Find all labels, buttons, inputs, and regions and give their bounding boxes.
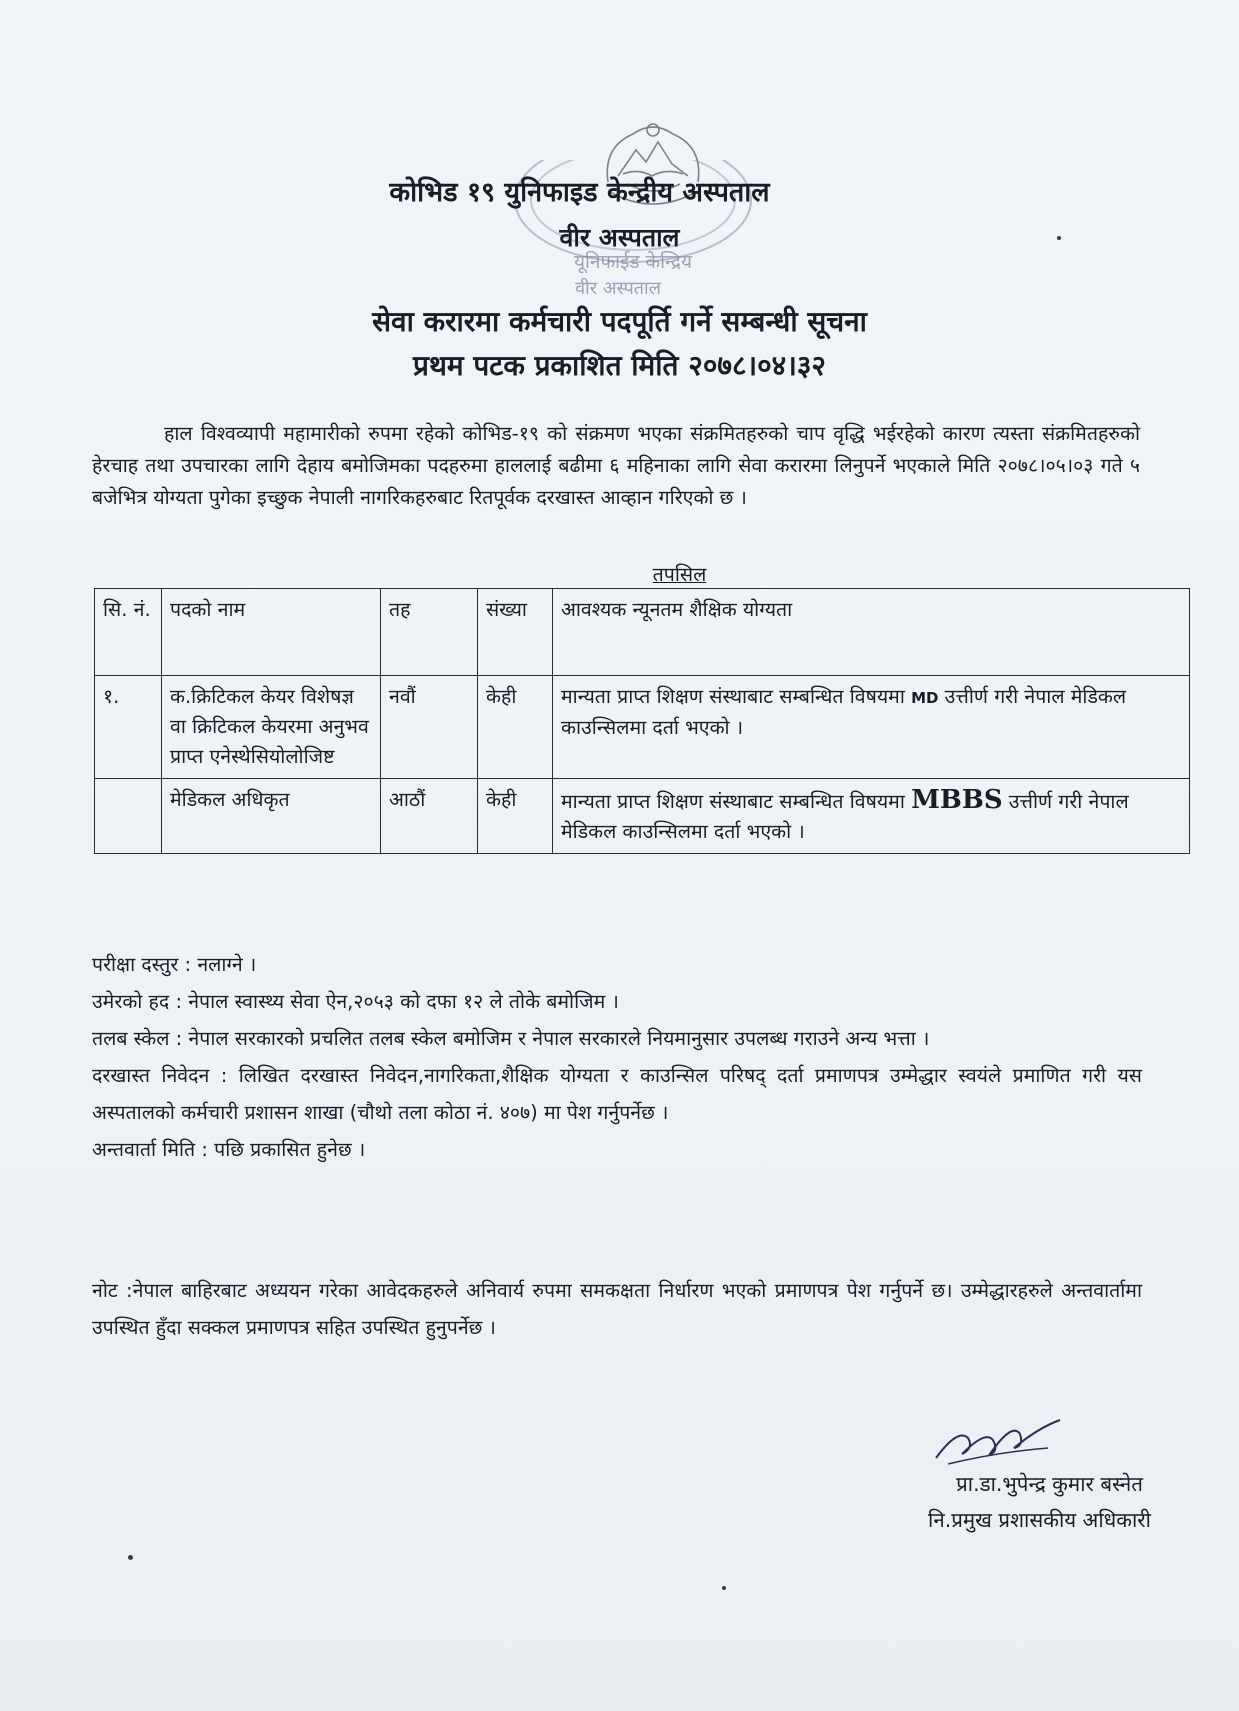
note-paragraph: नोट :नेपाल बाहिरबाट अध्ययन गरेका आवेदकहरुले अनिवार्य रुपमा समकक्षता निर्धारण भएको प्रमाणपत्र पेश गर्नुपर्ने छ। उम्मेद्धारहरुले अन्तवार्तामा उपस्थित हुँदा सक्कल प्रमाणपत्र सहित उपस्थित हुनुपर्नेछ । [92, 1279, 1142, 1339]
col-serial: सि. नं. [95, 589, 162, 676]
speck [722, 1586, 726, 1590]
exam-fee: परीक्षा दस्तुर : नलाग्ने । [92, 953, 257, 976]
cell-serial: १. [95, 676, 162, 779]
positions-table [94, 588, 1190, 854]
hospital-name: कोभिड १९ युनिफाइड केन्द्रीय अस्पताल [389, 177, 770, 208]
cell-serial [95, 779, 162, 854]
speck [128, 1555, 133, 1560]
interview-date: अन्तवार्ता मिति : पछि प्रकासित हुनेछ । [92, 1138, 366, 1161]
details-heading: तपसिल [652, 563, 707, 586]
publish-date: प्रथम पटक प्रकाशित मिति २०७८।०४।३२ [413, 349, 826, 382]
table-row [95, 676, 1190, 779]
svg-text:वीर अस्पताल: वीर अस्पताल [575, 278, 661, 299]
signatory-name: प्रा.डा.भुपेन्द्र कुमार बस्नेत [956, 1472, 1143, 1496]
handwritten-signature-icon [928, 1408, 1068, 1472]
notice-title: सेवा करारमा कर्मचारी पदपूर्ति गर्ने सम्बन्धी सूचना [372, 305, 867, 338]
age-limit: उमेरको हद : नेपाल स्वास्थ्य सेवा ऐन,२०५३ को दफा १२ ले तोके बमोजिम । [92, 990, 619, 1013]
cell-qualification: मान्यता प्राप्त शिक्षण संस्थाबाट सम्बन्धित विषयमा MD उत्तीर्ण गरी नेपाल मेडिकल काउन्सिलमा दर्ता भएको । [553, 676, 1190, 779]
application-submission: दरखास्त निवेदन : लिखित दरखास्त निवेदन,नागरिकता,शैक्षिक योग्यता र काउन्सिल परिषद् दर्ता प्रमाणपत्र उम्मेद्धार स्वयंले प्रमाणित गरी यस अस्पतालको कर्मचारी प्रशासन शाखा (चौथो तला कोठा नं. ४०७) मा पेश गर्नुपर्नेछ । [92, 1064, 1142, 1124]
table-row [95, 779, 1190, 854]
cell-post-name: मेडिकल अधिकृत [162, 779, 381, 854]
speck [1057, 236, 1061, 240]
table-header-row [95, 589, 1190, 676]
cell-count: केही [478, 779, 553, 854]
col-qualification: आवश्यक न्यूनतम शैक्षिक योग्यता [553, 589, 1190, 676]
cell-qualification: मान्यता प्राप्त शिक्षण संस्थाबाट सम्बन्धित विषयमा MBBS उत्तीर्ण गरी नेपाल मेडिकल काउन्सिलमा दर्ता भएको । [553, 779, 1190, 854]
cell-post-name: क.क्रिटिकल केयर विशेषज्ञ वा क्रिटिकल केयरमा अनुभव प्राप्त एनेस्थेसियोलोजिष्ट [162, 676, 381, 779]
col-post-name: पदको नाम [162, 589, 381, 676]
terms-block [92, 946, 1142, 1168]
hospital-subname: वीर अस्पताल [559, 223, 680, 252]
col-count: संख्या [478, 589, 553, 676]
cell-count: केही [478, 676, 553, 779]
signatory-title: नि.प्रमुख प्रशासकीय अधिकारी [928, 1508, 1151, 1532]
cell-level: आठौं [381, 779, 478, 854]
svg-text:यूनिफाईड केन्द्रिय: यूनिफाईड केन्द्रिय [573, 251, 693, 273]
intro-paragraph: हाल विश्वव्यापी महामारीको रुपमा रहेको कोभिड-१९ को संक्रमण भएका संक्रमितहरुको चाप वृद्धि भईरहेको कारण त्यस्ता संक्रमितहरुको हेरचाह तथा उपचारका लागि देहाय बमोजिमका पदहरुमा हाललाई बढीमा ६ महिनाका लागि सेवा करारमा लिनुपर्ने भएकाले मिति २०७८।०५।०३ गते ५ बजेभित्र योग्यता पुगेका इच्छुक नेपाली नागरिकहरुबाट रितपूर्वक दरखास्त आव्हान गरिएको छ । [92, 422, 1140, 509]
col-level: तह [381, 589, 478, 676]
salary-scale: तलब स्केल : नेपाल सरकारको प्रचलित तलब स्केल बमोजिम र नेपाल सरकारले नियमानुसार उपलब्ध गराउने अन्य भत्ता । [92, 1027, 930, 1050]
cell-level: नवौं [381, 676, 478, 779]
